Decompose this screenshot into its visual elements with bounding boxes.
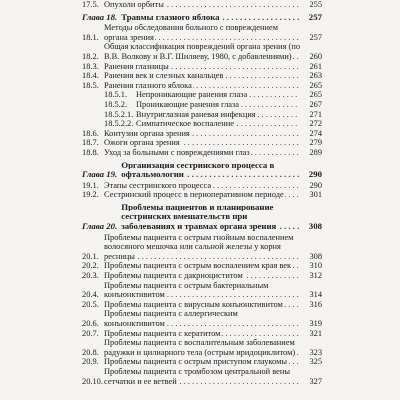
toc-chapter-entry <box>82 203 322 232</box>
entry-title: Уход за больными с повреждениями глаз <box>104 147 250 157</box>
entry-page-number: 279 <box>300 138 322 148</box>
entry-page-number: 325 <box>300 357 322 367</box>
toc-section-entry <box>82 138 322 148</box>
entry-title-wrap <box>104 281 300 300</box>
toc-section-entry <box>82 271 322 281</box>
entry-page-number: 272 <box>300 119 322 129</box>
entry-title: Проблемы пациента с острым бактериальным конъюнктивитом <box>104 280 269 300</box>
entry-number: 18.2. <box>82 51 99 61</box>
entry-page-number: 265 <box>300 81 322 91</box>
entry-title: Ожоги органа зрения <box>104 138 180 148</box>
entry-number: 19.2. <box>82 190 99 200</box>
entry-title-wrap <box>104 138 300 148</box>
entry-page-number: 290 <box>300 170 322 180</box>
toc-section-entry <box>82 129 322 139</box>
entry-number: 20.8. <box>82 347 99 357</box>
entry-number: 18.5. <box>82 80 99 90</box>
entry-number: 18.7. <box>82 138 99 148</box>
entry-page-number: 321 <box>300 329 322 339</box>
entry-title-wrap <box>136 110 300 120</box>
entry-title: Проблемы пациента с воспалительным заболеванием радужки и цилиарного тела (острым иридоциклитом) <box>104 338 296 357</box>
toc-section-entry <box>82 0 322 10</box>
entry-number: 20.9. <box>82 357 99 367</box>
toc-section-entry <box>82 42 322 61</box>
entry-number: 18.5.2.1. <box>104 109 134 119</box>
table-of-contents <box>82 0 322 386</box>
entry-title: Ранения глазницы <box>104 61 169 71</box>
entry-page-number: 257 <box>300 33 322 43</box>
entry-page-number: 263 <box>300 71 322 81</box>
toc-section-entry <box>82 357 322 367</box>
entry-page-number: 265 <box>300 90 322 100</box>
toc-subsection-entry <box>82 110 322 120</box>
toc-subsection-entry <box>82 90 322 100</box>
toc-section-entry <box>82 309 322 328</box>
toc-section-entry <box>82 281 322 300</box>
entry-title: Проникающие ранения глаза <box>136 99 239 109</box>
entry-page-number: 257 <box>300 13 322 23</box>
entry-title: Методы обследования больного с повреждением органа зрения <box>104 23 279 42</box>
toc-subsection-entry <box>82 119 322 129</box>
entry-title-wrap <box>104 62 300 72</box>
entry-page-number: 310 <box>300 261 322 271</box>
entry-page-number: 308 <box>300 252 322 262</box>
entry-page-number: 260 <box>300 52 322 62</box>
toc-section-entry <box>82 23 322 42</box>
entry-number: 18.3. <box>82 61 99 71</box>
entry-title: Опухоли орбиты <box>104 0 164 9</box>
entry-page-number: 255 <box>300 0 322 10</box>
entry-title: Симпатическое воспаление <box>136 119 234 129</box>
entry-title-wrap <box>104 71 300 81</box>
entry-title: Ранения век и слезных канальцев <box>104 71 224 81</box>
entry-title: Внутриглазная раневая инфекция <box>136 109 256 119</box>
entry-title: Травмы глазного яблока <box>121 12 220 22</box>
entry-number: 18.5.2.2. <box>104 119 134 129</box>
entry-page-number: 316 <box>300 300 322 310</box>
entry-number: 20.3. <box>82 271 99 281</box>
entry-number: 20.4. <box>82 290 99 300</box>
toc-section-entry <box>82 181 322 191</box>
entry-title: Ранения глазного яблока <box>104 80 192 90</box>
entry-number: Глава 18. <box>82 11 118 22</box>
entry-title: Проблемы пациента с острым воспалением края век <box>104 261 292 271</box>
entry-number: 20.2. <box>82 261 99 271</box>
entry-title: Проблемы пациента с кератитом <box>104 328 221 338</box>
entry-number: 17.5. <box>82 0 99 9</box>
entry-title-wrap <box>136 119 300 129</box>
entry-page-number: 312 <box>300 271 322 281</box>
entry-title-wrap <box>121 13 300 23</box>
toc-section-entry <box>82 148 322 158</box>
entry-title-wrap <box>104 129 300 139</box>
entry-page-number: 308 <box>300 222 322 232</box>
entry-number: 18.5.1. <box>104 90 128 100</box>
entry-title: Непроникающие ранения глаза <box>136 90 248 100</box>
entry-number: 20.6. <box>82 319 99 328</box>
entry-title-wrap <box>121 161 300 180</box>
entry-title-wrap <box>136 90 300 100</box>
entry-title: Организация сестринского процесса в офтальмологии <box>121 160 275 180</box>
entry-title-wrap <box>104 233 300 262</box>
entry-title-wrap <box>104 338 300 357</box>
entry-number: 18.8. <box>82 147 99 157</box>
toc-section-entry <box>82 233 322 262</box>
entry-title-wrap <box>104 181 300 191</box>
entry-page-number: 314 <box>300 290 322 300</box>
entry-title: Проблемы пациента с тромбозом центральной вены сетчатки и ее ветвей <box>104 366 290 386</box>
toc-section-entry <box>82 300 322 310</box>
entry-page-number: 301 <box>300 190 322 200</box>
entry-title-wrap <box>104 148 300 158</box>
entry-number: 20.1. <box>82 251 99 261</box>
toc-section-entry <box>82 338 322 357</box>
entry-page-number: 327 <box>300 377 322 387</box>
entry-title: Общая классификация повреждений органа зрения (по В.В. Волкову и В.Г. Шиляеву, 1980, с добавлениями) <box>104 42 300 61</box>
entry-title-wrap <box>104 81 300 91</box>
entry-page-number: 289 <box>300 148 322 158</box>
entry-title: Проблемы пациентов и планирование сестринских вмешательств при заболеваниях и травмах органа зрения <box>121 202 277 232</box>
entry-page-number: 271 <box>300 110 322 120</box>
entry-title-wrap <box>104 271 300 281</box>
entry-page-number: 267 <box>300 100 322 110</box>
entry-number: 18.5.2. <box>104 99 128 109</box>
toc-subsection-entry <box>82 100 322 110</box>
toc-section-entry <box>82 367 322 386</box>
toc-chapter-entry <box>82 161 322 180</box>
entry-number: Глава 20. <box>82 221 118 232</box>
toc-section-entry <box>82 261 322 271</box>
toc-section-entry <box>82 62 322 72</box>
entry-page-number: 319 <box>300 319 322 329</box>
entry-title-wrap <box>104 261 300 271</box>
entry-title-wrap <box>121 203 300 232</box>
entry-page-number: 323 <box>300 348 322 358</box>
entry-number: 20.7. <box>82 328 99 338</box>
toc-section-entry <box>82 81 322 91</box>
entry-title-wrap <box>104 190 300 200</box>
entry-title: Проблемы пациента с вирусным конъюнктивитом <box>104 299 283 309</box>
entry-page-number: 290 <box>300 181 322 191</box>
entry-title: Проблемы пациента с аллергическим конъюнктивитом <box>104 309 238 328</box>
entry-title: Проблемы пациента с острым приступом глаукомы <box>104 357 287 367</box>
entry-title-wrap <box>136 100 300 110</box>
entry-number: 19.1. <box>82 180 99 190</box>
entry-title: Проблемы пациента с дакриоциститом <box>104 271 243 281</box>
entry-title-wrap <box>104 357 300 367</box>
toc-section-entry <box>82 190 322 200</box>
entry-page-number: 261 <box>300 62 322 72</box>
entry-title-wrap <box>104 0 300 10</box>
entry-number: 18.6. <box>82 128 99 138</box>
entry-title-wrap <box>104 329 300 339</box>
entry-title-wrap <box>104 309 300 328</box>
entry-number: 18.4. <box>82 71 99 81</box>
toc-section-entry <box>82 71 322 81</box>
entry-title: Сестринский процесс в периоперативном периоде <box>104 190 284 200</box>
entry-title: Проблемы пациента с острым гнойным воспалением волосяного мешочка или сальной железы у корня ресницы <box>104 232 294 261</box>
entry-page-number: 274 <box>300 129 322 139</box>
entry-title-wrap <box>104 300 300 310</box>
toc-section-entry <box>82 329 322 339</box>
entry-number: 18.1. <box>82 32 99 42</box>
entry-number: 20.10. <box>82 376 103 386</box>
entry-number: Глава 19. <box>82 169 118 180</box>
entry-title-wrap <box>104 42 300 61</box>
entry-title-wrap <box>104 23 300 42</box>
entry-title: Этапы сестринского процесса <box>104 180 212 190</box>
entry-title-wrap <box>104 367 300 386</box>
toc-chapter-entry <box>82 13 322 23</box>
entry-number: 20.5. <box>82 299 99 309</box>
entry-title: Контузии органа зрения <box>104 128 190 138</box>
